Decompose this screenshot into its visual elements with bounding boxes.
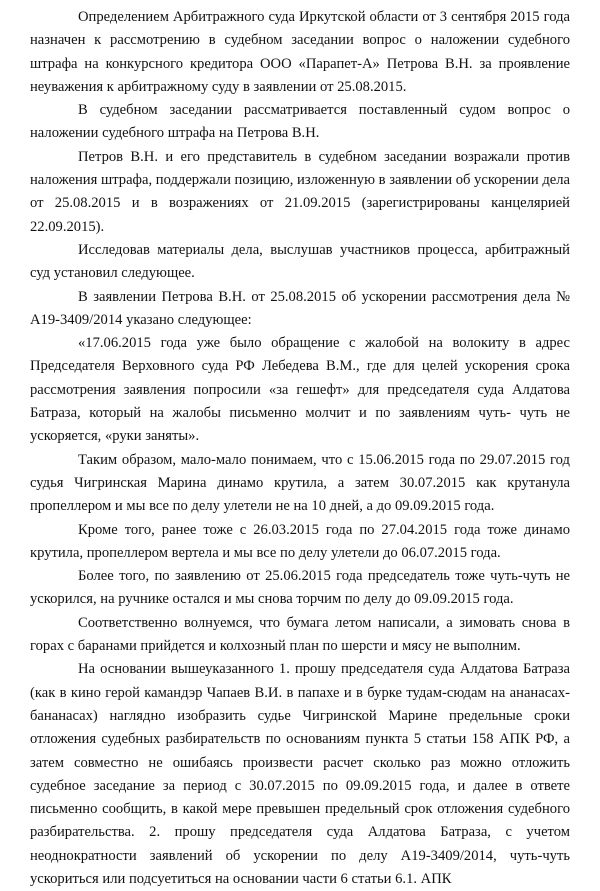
paragraph-findings: Исследовав материалы дела, выслушав участников процесса, арбитражный суд установил следующее.: [30, 241, 570, 282]
paragraph-hearing: В судебном заседании рассматривается поставленный судом вопрос о наложении судебного штрафа на Петрова В.Н.: [30, 102, 570, 142]
paragraph-quote-start: «17.06.2015 года уже было обращение с жалобой на волокиту в адрес Председателя Верховного суда РФ Лебедева В.М., где для целей ускорения срока рассмотрения заявления попросили «за гешефт» для председателя суда Алдатова Батраза, который на жалобы письменно молчит и по заявлениям чуть- чуть не ускоряется, «руки заняты».: [30, 335, 570, 445]
paragraph-objection: Петров В.Н. и его представитель в судебном заседании возражали против наложения штрафа, поддержали позицию, изложенную в заявлении об ускорении дела от 25.08.2015 и в возражениях от 21.09.2015 (зарегистрированы канцелярией 22.09.2015).: [30, 148, 570, 235]
paragraph-quote-5: На основании вышеуказанного 1. прошу председателя суда Алдатова Батраза (как в кино герой камандэр Чапаев В.И. в папахе и в бурке тудам-сюдам на ананасах-бананасах) наглядно изобразить судье Чигринской Марине предельные сроки отложения судебных разбирательств по основаниям пункта 5 статьи 158 АПК РФ, а затем совместно не ошибаясь произвести расчет сколько раз можно отложить судебное заседание за период с 30.07.2015 по 09.09.2015 года, и далее в ответе письменно сообщить, в какой мере превышен предельный срок отложения судебного разбирательства. 2. прошу председателя суда Алдатова Батраза, с учетом неоднократности заявлений об ускорении по делу А19-3409/2014, чуть-чуть ускориться или подсуетиться на основании части 6 статьи 6.1. АПК: [30, 661, 570, 887]
paragraph-ruling: Определением Арбитражного суда Иркутской области от 3 сентября 2015 года назначен к рассмотрению в судебном заседании вопрос о наложении судебного штрафа на конкурсного кредитора ООО «Парапет-А» Петрова В.Н. за проявление неуважения к арбитражному суду в заявлении от 25.08.2015.: [30, 9, 570, 95]
paragraph-quote-2: Кроме того, ранее тоже с 26.03.2015 года по 27.04.2015 года тоже динамо крутила, пропеллером вертела и мы все по делу улетели до 06.07.2015 года.: [30, 521, 570, 561]
paragraph-quote-4: Соответственно волнуемся, что бумага летом написали, а зимовать снова в горах с баранами прийдется и колхозный план по шерсти и мясу не выполним.: [30, 614, 570, 655]
paragraph-quote-3: Более того, по заявлению от 25.06.2015 года председатель тоже чуть-чуть не ускорился, на ручнике остался и мы снова торчим по делу до 09.09.2015 года.: [30, 568, 570, 608]
paragraph-quote-1: Таким образом, мало-мало понимаем, что с 15.06.2015 года по 29.07.2015 год судья Чигринская Марина динамо крутила, а затем 30.07.2015 как крутанула пропеллером и мы все по делу улетели не на 10 дней, а до 09.09.2015 года.: [30, 451, 570, 515]
paragraph-statement-intro: В заявлении Петрова В.Н. от 25.08.2015 об ускорении рассмотрения дела № А19-3409/2014 указано следующее:: [30, 288, 570, 328]
